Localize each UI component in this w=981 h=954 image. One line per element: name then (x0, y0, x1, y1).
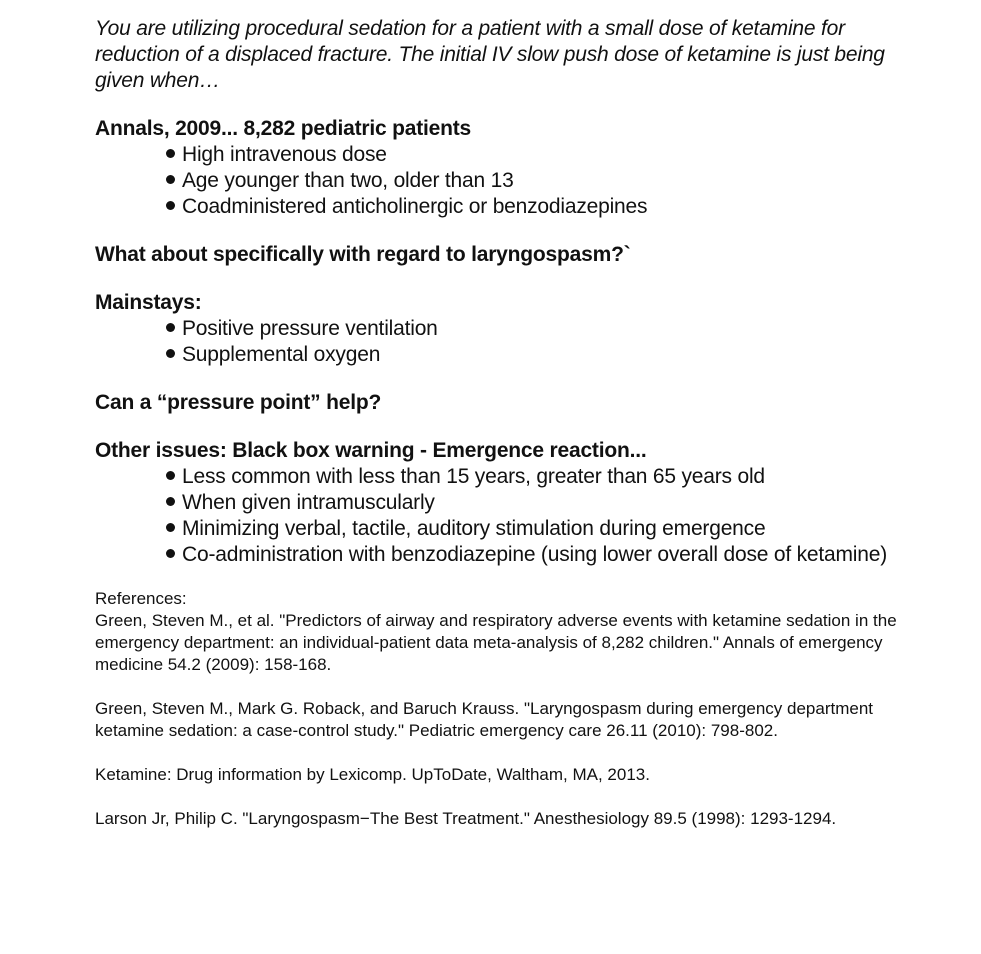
spacer (95, 676, 925, 698)
list-item-text: When given intramuscularly (182, 491, 435, 514)
list-item-text: High intravenous dose (182, 143, 387, 166)
list-item (166, 464, 925, 490)
bullet-icon (166, 175, 175, 184)
spacer (95, 268, 925, 290)
laryngospasm-question: What about specifically with regard to laryngospasm?` (95, 243, 631, 266)
list-item-text: Less common with less than 15 years, greater than 65 years old (182, 465, 765, 488)
spacer (95, 786, 925, 808)
list-item (166, 316, 925, 342)
list-item-text: Age younger than two, older than 13 (182, 169, 514, 192)
list-item (166, 542, 925, 568)
list-item-text: Minimizing verbal, tactile, auditory stimulation during emergence (182, 517, 766, 540)
reference-item: Larson Jr, Philip C. "Laryngospasm−The Best Treatment." Anesthesiology 89.5 (1998): 1293-1294. (95, 809, 837, 828)
spacer (95, 568, 925, 588)
other-issues-bullet-list (95, 464, 925, 568)
list-item-text: Coadministered anticholinergic or benzodiazepines (182, 195, 648, 218)
bullet-icon (166, 549, 175, 558)
other-issues-heading: Other issues: Black box warning - Emergence reaction... (95, 439, 647, 462)
spacer (95, 94, 925, 116)
document-page (95, 16, 925, 830)
spacer (95, 368, 925, 390)
spacer (95, 220, 925, 242)
pressure-point-question: Can a “pressure point” help? (95, 391, 382, 414)
mainstays-heading: Mainstays: (95, 291, 202, 314)
list-item (166, 490, 925, 516)
spacer (95, 742, 925, 764)
list-item (166, 168, 925, 194)
list-item (166, 342, 925, 368)
annals-heading: Annals, 2009... 8,282 pediatric patients (95, 117, 471, 140)
bullet-icon (166, 323, 175, 332)
mainstays-bullet-list (95, 316, 925, 368)
bullet-icon (166, 149, 175, 158)
reference-item: Ketamine: Drug information by Lexicomp. UpToDate, Waltham, MA, 2013. (95, 765, 650, 784)
list-item (166, 516, 925, 542)
references-label: References: (95, 589, 187, 608)
intro-paragraph: You are utilizing procedural sedation for a patient with a small dose of ketamine for reduction of a displaced fracture. The initial IV slow push dose of ketamine is just being given when… (95, 17, 885, 92)
list-item (166, 142, 925, 168)
list-item-text: Positive pressure ventilation (182, 317, 438, 340)
bullet-icon (166, 523, 175, 532)
bullet-icon (166, 497, 175, 506)
annals-bullet-list (95, 142, 925, 220)
reference-item: Green, Steven M., et al. "Predictors of airway and respiratory adverse events with ketamine sedation in the emergency department: an individual-patient data meta-analysis of 8,282 children." Annals of emergency medicine 54.2 (2009): 158-168. (95, 611, 897, 674)
reference-item: Green, Steven M., Mark G. Roback, and Baruch Krauss. "Laryngospasm during emergency department ketamine sedation: a case-control study." Pediatric emergency care 26.11 (2010): 798-802. (95, 699, 874, 740)
bullet-icon (166, 471, 175, 480)
bullet-icon (166, 201, 175, 210)
spacer (95, 416, 925, 438)
list-item-text: Co-administration with benzodiazepine (using lower overall dose of ketamine) (182, 543, 888, 566)
bullet-icon (166, 349, 175, 358)
list-item (166, 194, 925, 220)
list-item-text: Supplemental oxygen (182, 343, 381, 366)
